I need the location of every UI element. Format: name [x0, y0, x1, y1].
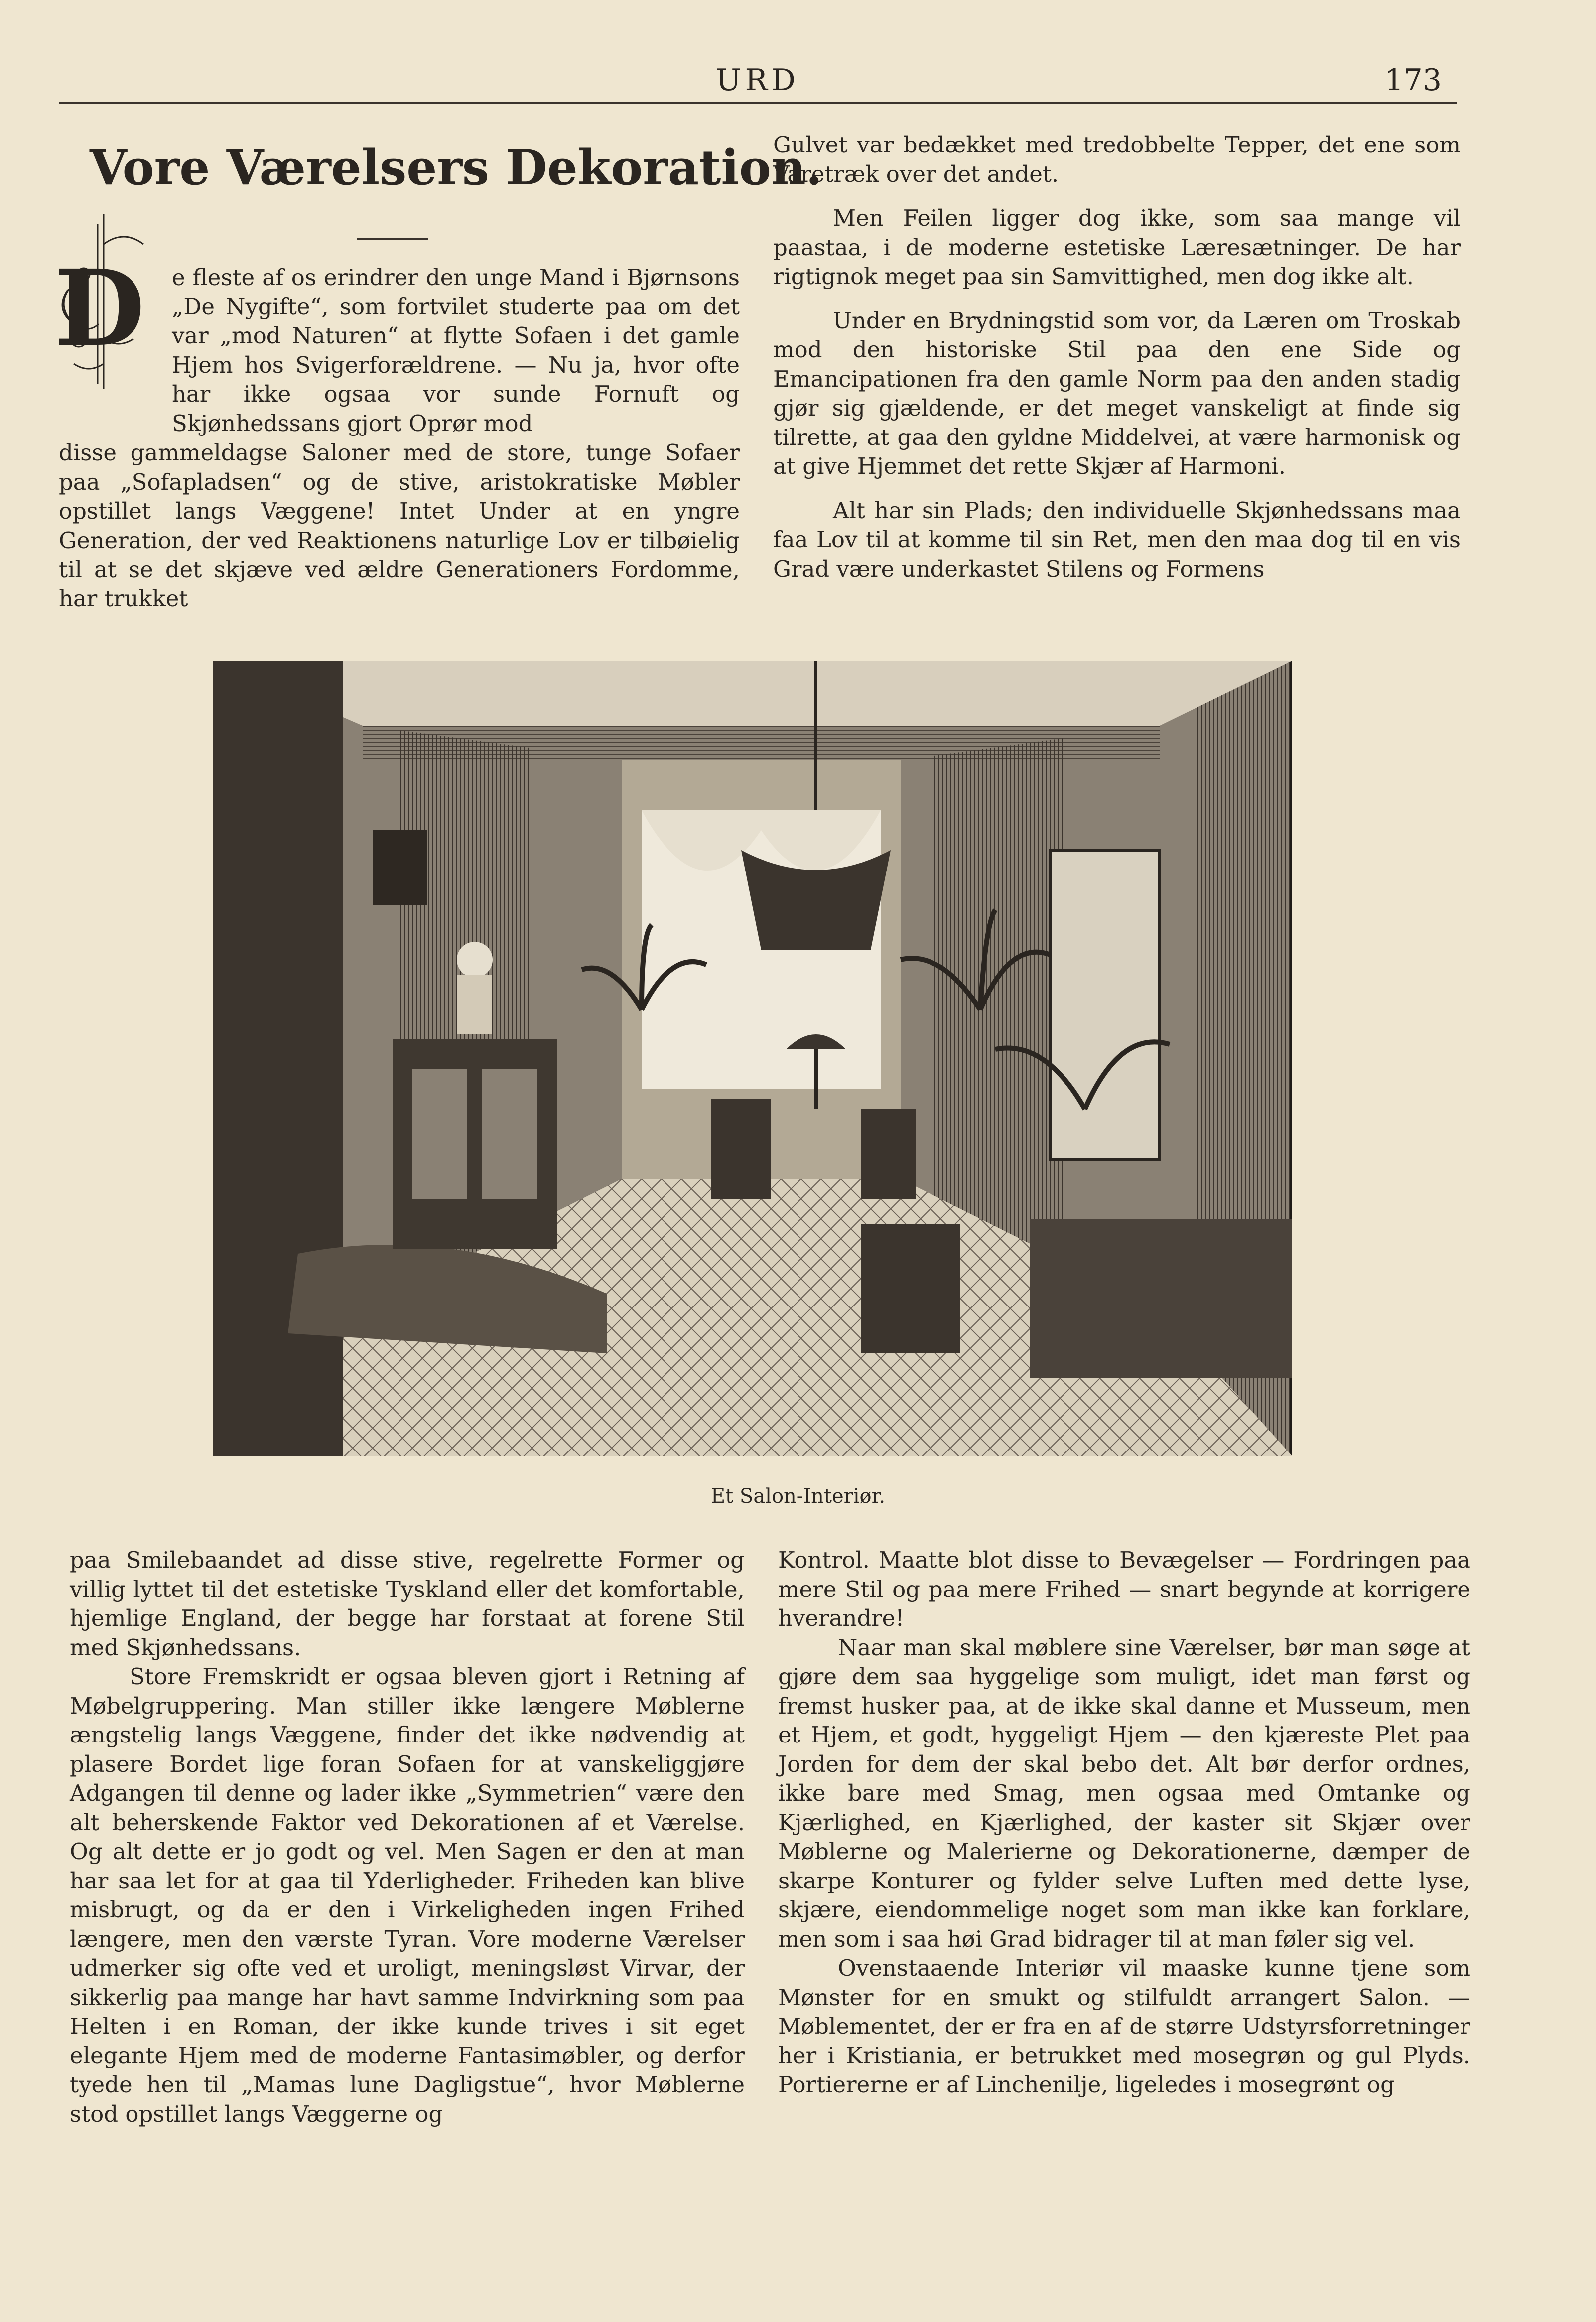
salon-interior-engraving	[213, 661, 1292, 1456]
initial-letter: D	[54, 247, 145, 370]
page-number: 173	[1384, 63, 1442, 98]
paragraph: Kontrol. Maatte blot disse to Bevægelser — Fordringen paa mere Stil og paa mere Frihed — snart begynde at korrigere hverandre!	[778, 1547, 1470, 1631]
paragraph: Alt har sin Plads; den individuelle Skjønhedssans maa faa Lov til at komme til sin Ret, men den maa dog til en vis Grad være underkastet Stilens og Formens	[773, 497, 1461, 582]
paragraph: paa Smilebaandet ad disse stive, regelrette Former og villig lyttet til det estetiske Tyskland eller det komfortable, hjemlige England, der begge har forstaat at forene Stil med Skjønhedssans.	[70, 1547, 745, 1661]
right-column-top	[773, 131, 1461, 583]
intro-paragraph-continued	[59, 438, 740, 613]
paragraph: Under en Brydningstid som vor, da Læren om Troskab mod den historiske Stil paa den ene Side og Emancipationen fra den gamle Norm paa den anden stadig gjør sig gjældende, er det meget vanskeligt at finde sig tilrette, at gaa den gyldne Middelvei, at være harmonisk og at give Hjemmet det rette Skjær af Harmoni.	[773, 307, 1461, 479]
intro-paragraph-start	[172, 263, 740, 438]
illustration-caption: Et Salon-Interiør.	[710, 1485, 886, 1508]
left-column-bottom	[70, 1546, 745, 2129]
intro-text-full: disse gammeldagse Saloner med de store, tunge Sofaer paa „Sofapladsen“ og de stive, aristokratiske Møbler opstillet langs Væggene! Intet Under at en yngre Generation, der ved Reaktionens naturlige Lov er tilbøielig til at se det skjæve ved ældre Generationers Fordomme, har trukket	[59, 439, 740, 612]
right-column-bottom	[778, 1546, 1470, 2100]
intro-text-indented: e fleste af os erindrer den unge Mand i Bjørnsons „De Nygifte“, som fortvilet studerte paa om det var „mod Naturen“ at flytte Sofaen i det gamle Hjem hos Svigerforældrene. — Nu ja, hvor ofte har ikke ogsaa vor sunde Fornuft og Skjønhedssans gjort Oprør mod	[172, 264, 740, 436]
paragraph: Naar man skal møblere sine Værelser, bør man søge at gjøre dem saa hyggelige som muligt, idet man først og fremst husker paa, at de ikke skal danne et Musseum, men et Hjem, et godt, hyggeligt Hjem — den kjæreste Plet paa Jorden for dem der skal bebo det. Alt bør derfor ordnes, ikke bare med Smag, men ogsaa med Omtanke og Kjærlighed, en Kjærlighed, der kaster sit Skjær over Møblerne og Malerierne og Dekorationerne, dæmper de skarpe Konturer og fylder selve Luften med dette lyse, skjære, eiendommelige noget som man ikke kan forklare, men som i saa høi Grad bidrager til at man føler sig vel.	[778, 1634, 1470, 1952]
magazine-title: URD	[716, 63, 799, 98]
decorated-initial-ornament	[54, 214, 163, 394]
paragraph: Men Feilen ligger dog ikke, som saa mange vil paastaa, i de moderne estetiske Læresætninger. De har rigtignok meget paa sin Samvittighed, men dog ikke alt.	[773, 205, 1461, 290]
article-title: Vore Værelsers Dekoration.	[90, 140, 823, 196]
running-header	[59, 59, 1457, 99]
paragraph: Store Fremskridt er ogsaa bleven gjort i Retning af Møbelgruppering. Man stiller ikke længere Møblerne ængstelig langs Væggene, finder det ikke nødvendig at plasere Bordet lige foran Sofaen for at vanskeliggjøre Adgangen til denne og lader ikke „Symmetrien“ være den alt beherskende Faktor ved Dekorationen af et Værelse. Og alt dette er jo godt og vel. Men Sagen er den at man har saa let for at gaa til Yderligheder. Friheden kan blive misbrugt, og da er den i Virkeligheden ingen Frihed længere, men den værste Tyran. Vore moderne Værelser udmerker sig ofte ved et uroligt, meningsløst Virvar, der sikkerlig paa mange har havt samme Indvirkning som paa Helten i en Roman, der ikke kunde trives i sit eget elegante Hjem med de moderne Fantasimøbler, og derfor tyede hen til „Mamas lune Dagligstue“, hvor Møblerne stod opstillet langs Væggerne og	[70, 1663, 745, 2127]
title-rule	[357, 238, 428, 240]
header-rule	[59, 102, 1457, 104]
paragraph: Ovenstaaende Interiør vil maaske kunne tjene som Mønster for en smukt og stilfuldt arrangert Salon. — Møblementet, der er fra en af de større Udstyrsforretninger her i Kristiania, er betrukket med mosegrøn og gul Plyds. Portiererne er af Linchenilje, ligeledes i mosegrønt og	[778, 1955, 1470, 2098]
paragraph: Gulvet var bedækket med tredobbelte Tepper, det ene som Varetræk over det andet.	[773, 132, 1461, 187]
